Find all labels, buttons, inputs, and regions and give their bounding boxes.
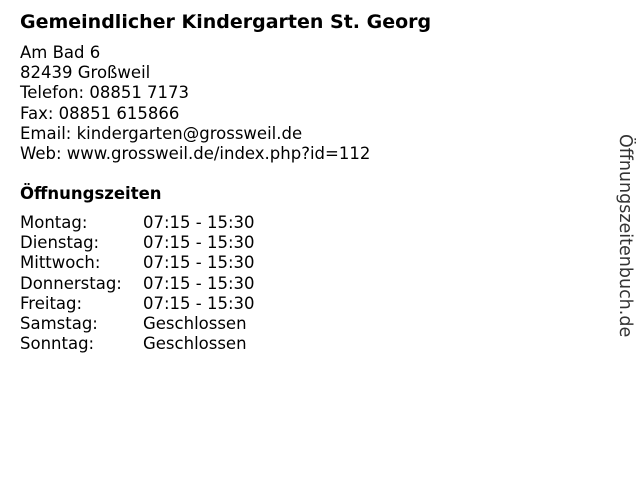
time-value: 07:15 - 15:30	[143, 293, 255, 313]
day-label: Samstag:	[20, 313, 98, 333]
contact-block	[20, 43, 370, 164]
brand-watermark	[614, 134, 636, 362]
time-value: 07:15 - 15:30	[143, 273, 255, 293]
opening-hours-heading: Öffnungszeiten	[20, 184, 162, 203]
day-label: Sonntag:	[20, 334, 95, 354]
day-label: Mittwoch:	[20, 253, 101, 273]
phone-number: Telefon: 08851 7173	[20, 83, 190, 103]
time-value: 07:15 - 15:30	[143, 253, 255, 273]
business-name: Gemeindlicher Kindergarten St. Georg	[20, 11, 432, 33]
time-value: 07:15 - 15:30	[143, 233, 255, 253]
day-label: Montag:	[20, 213, 88, 232]
brand-site-name: Öffnungszeitenbuch.de	[615, 134, 635, 338]
day-label: Donnerstag:	[20, 273, 122, 293]
time-value: Geschlossen	[143, 313, 247, 333]
time-value: 07:15 - 15:30	[143, 213, 255, 232]
postal-city: 82439 Großweil	[20, 63, 151, 83]
day-label: Freitag:	[20, 293, 83, 313]
street-address: Am Bad 6	[20, 43, 101, 62]
website-url: Web: www.grossweil.de/index.php?id=112	[20, 143, 371, 163]
email-address: Email: kindergarten@grossweil.de	[20, 123, 303, 143]
time-value: Geschlossen	[143, 334, 247, 354]
day-label: Dienstag:	[20, 233, 100, 253]
fax-number: Fax: 08851 615866	[20, 103, 180, 123]
